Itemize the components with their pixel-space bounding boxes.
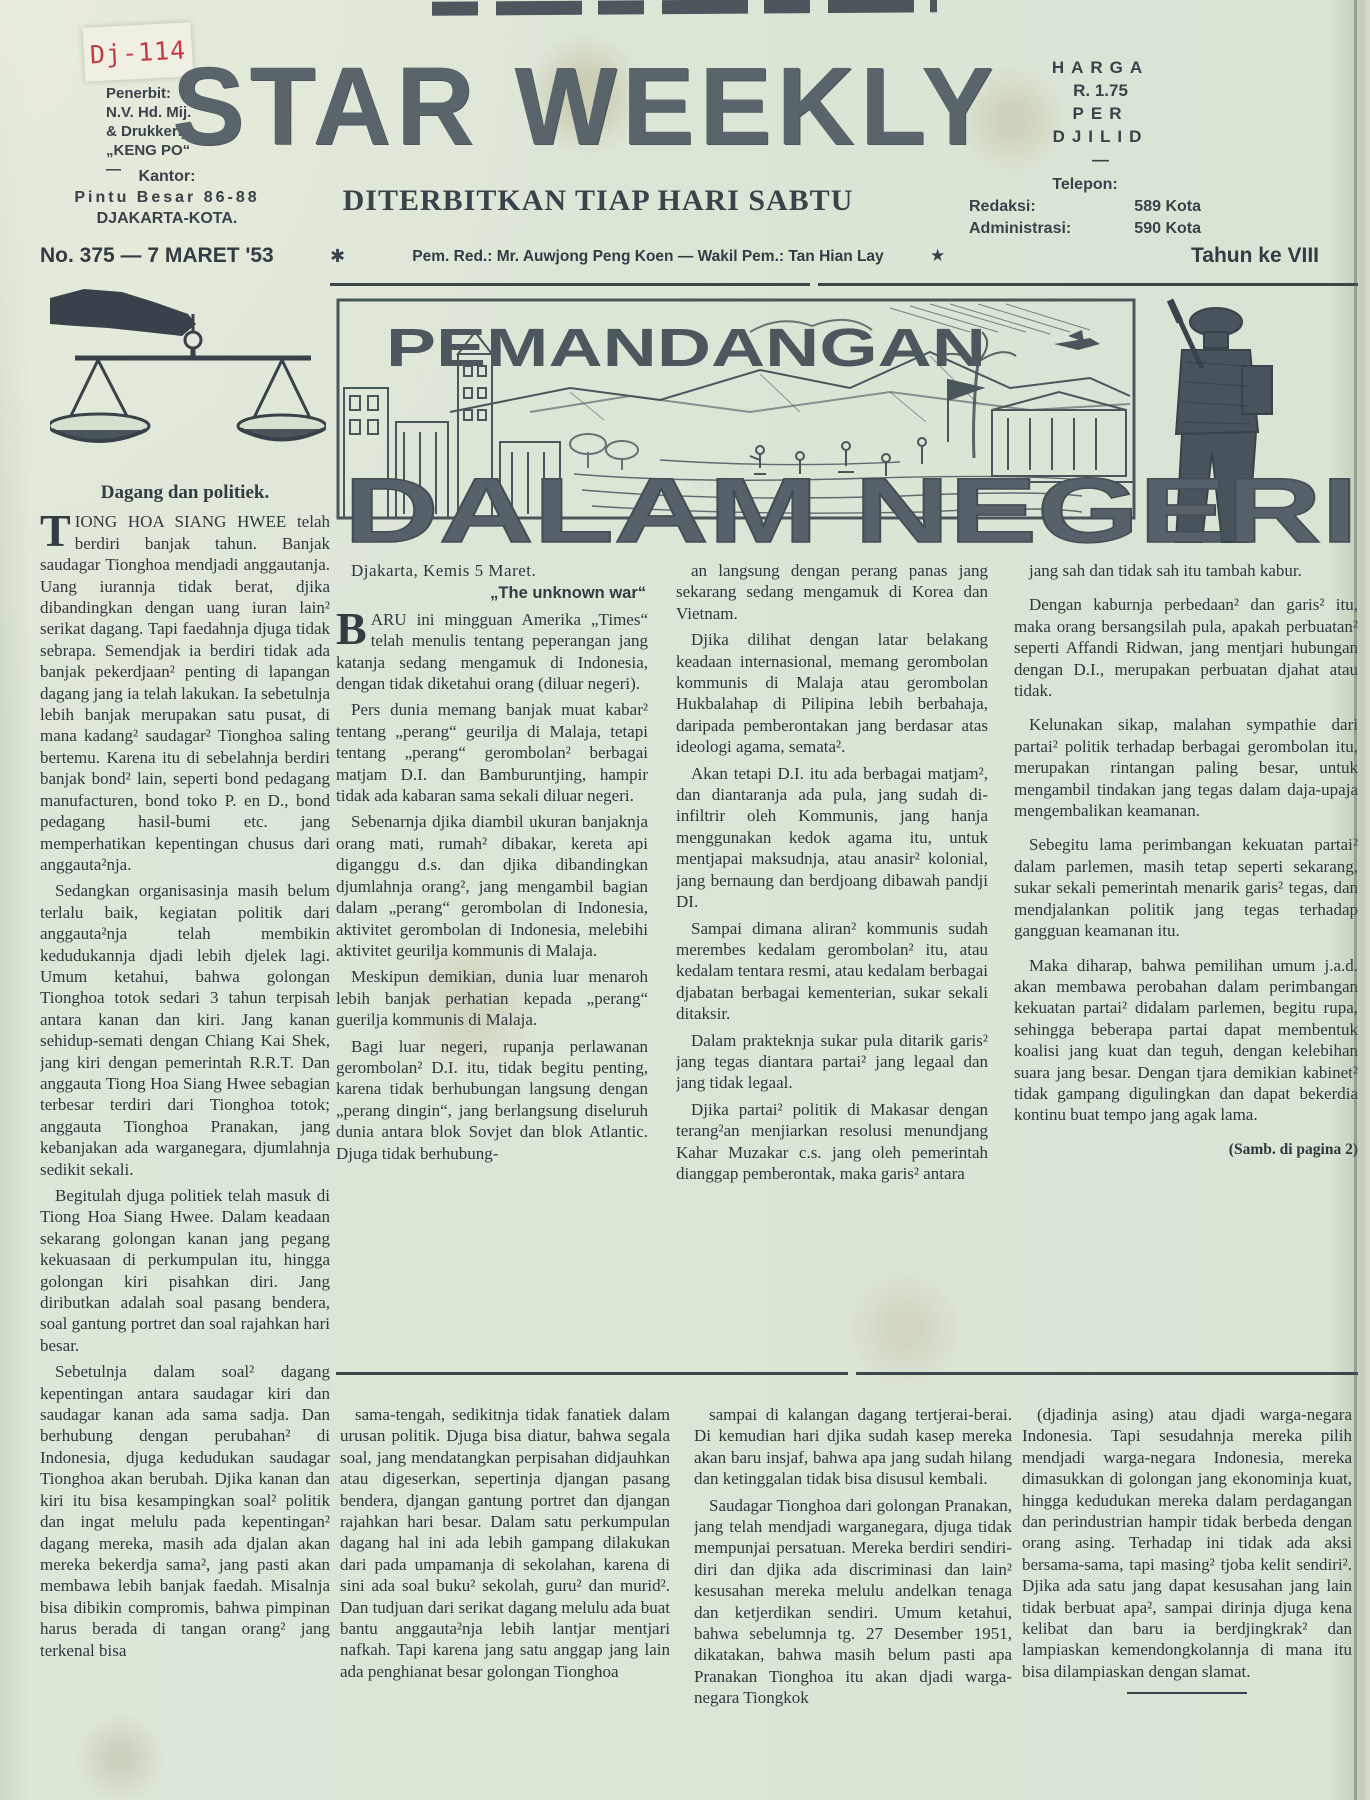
price-line: R. 1.75 bbox=[1073, 81, 1128, 100]
library-stamp-text: Dj-114 bbox=[89, 34, 187, 70]
paragraph: Sedangkan organisasinja masih belum terlalu baik, kegiatan politik dari anggauta²nja telah membikin kedudukannja djadi lebih djelek lagi. Umum ketahui, bahwa golongan Tionghoa totok sedari 3 tahun terpisah antara kanan dan kiri. Jang kanan sehidup-semati dengan Chiang Kai Shek, jang kiri dengan pemerintah R.R.T. Dan anggauta Tiong Hoa Siang Hwee sebagian terbesar terdiri dari Tionghoa totok; anggauta Tionghoa Pranakan, jang kebanjakan ada warganegara, djumlahnja sedikit sekali. bbox=[40, 881, 330, 1179]
paragraph: jang sah dan tidak sah itu tambah kabur. bbox=[1029, 561, 1302, 580]
article-end-rule bbox=[1127, 1692, 1247, 1694]
paragraph bbox=[40, 505, 330, 875]
phone-row-value: 590 Kota bbox=[1134, 220, 1201, 237]
left-article bbox=[40, 482, 330, 1800]
price-dash: — bbox=[1092, 150, 1109, 169]
airplane-icon bbox=[1054, 330, 1100, 350]
phone-row-label: Administrasi: bbox=[969, 220, 1072, 237]
column-3-body bbox=[1014, 560, 1358, 1126]
bottom-column-2 bbox=[694, 1404, 1012, 1796]
paragraph: Bagi luar negeri, rupanja perlawanan gerombolan² D.I. itu, tidak begitu penting, karena tidak berhubungan langsung dengan „perang dingin“, jang berlangsung diseluruh dunia antara blok Sovjet dan blok Atlantic. Djuga tidak berhubung- bbox=[336, 1036, 648, 1163]
paragraph: sama-tengah, sedikitnja tidak fanatiek dalam urusan politik. Djuga bisa diatur, bahwa segala soal, jang mendatangkan perpisahan didjauhkan atau digeserkan, sepertinja djangan pasang bendera, djangan gantung portret dan djangan rajahkan hari besar. Dalam satu perkumpulan dagang hal ini ada lebih gampang dilakukan dari pada umpamanja di sekolahan, karena di sini ada soal buku² sekolah, guru² dan murid². Dan tudjuan dari serikat dagang melulu ada buat bantu anggauta²nja lebih lantjar mentjari nafkah. Tapi karena jang satu anggap jang lain ada penghianat besar golongan Tionghoa bbox=[340, 1405, 670, 1681]
asterisk-star-icon: ✱ bbox=[330, 246, 346, 266]
office-address: Pintu Besar 86-88 bbox=[74, 189, 260, 206]
phone-label: Telepon: bbox=[1052, 176, 1118, 193]
masthead-subtitle: DITERBITKAN TIAP HARI SABTU bbox=[342, 184, 854, 217]
issue-number: No. 375 — 7 MARET '53 bbox=[40, 244, 274, 267]
flag-icon bbox=[948, 380, 982, 442]
paragraph: sampai di kalangan dagang tertjerai-berai. Di kemudian hari djika sudah kasep mereka akan baru insjaf, bahwa apa jang sudah hilang dan ketinggalan tidak bisa disusul kembali. bbox=[694, 1405, 1012, 1489]
scales-illustration bbox=[50, 284, 326, 484]
page-edge-shadow bbox=[1354, 0, 1357, 1800]
paragraph: Djika partai² politik di Makasar dengan terang²an menjiarkan resolusi menundjang Kahar Muzakar c.s. jang oleh pemerintah dianggap pemberontak, maka garis² antara bbox=[676, 1099, 988, 1183]
office-block bbox=[42, 166, 292, 229]
paragraph: Sebenarnja djika diambil ukuran banjaknja orang mati, rumah² dibakar, kereta api diganggu d.s. dan djika dibandingkan djumlahnja orang², jang mengambil bagian dalam „perang“ gerombolan di Indonesia, aktivitet gerombolan di Indonesia, melebihi aktivitet geurilja kommunis di Malaja. bbox=[336, 812, 648, 960]
top-edge-print-artifact bbox=[432, 0, 937, 16]
hand-icon bbox=[50, 289, 196, 336]
left-article-body bbox=[40, 880, 330, 1661]
price-line: DJILID bbox=[1052, 127, 1149, 146]
column-1-body bbox=[336, 699, 648, 1164]
phone-row bbox=[965, 218, 1205, 240]
paragraph: Maka diharap, bahwa pemilihan umum j.a.d. akan membawa perobahan dalam perimbangan kekuatan partai² didalam parlemen, begitu rupa, sehingga beberapa partai dapat membentuk koalisi jang kuat dan teguh, dengan kelebihan suara jang besar. Dengan tjara demikian kabinet² tidak gampang digulingkan dan dapat bekerdia kontinu buat tempo jang agak lama. bbox=[1014, 955, 1358, 1125]
header-rule-right bbox=[818, 283, 1358, 286]
editors-line: Pem. Red.: Mr. Auwjong Peng Koen — Wakil Pem.: Tan Hian Lay bbox=[412, 248, 884, 265]
paragraph: Begitulah djuga politiek telah masuk di Tiong Hoa Siang Hwee. Dalam keadaan sekarang golongan kanan jang pegang kekuasaan di perkumpulan itu, hingga golongan kiri pisahkan diri. Jang diributkan adalah soal pasang bendera, soal gantung portret dan soal rajahkan hari besar. bbox=[40, 1186, 330, 1355]
dropcap-initial: B bbox=[336, 602, 367, 654]
left-article-heading: Dagang dan politiek. bbox=[100, 482, 270, 503]
bottom-column-1 bbox=[340, 1404, 670, 1796]
paragraph: Saudagar Tionghoa dari golongan Pranakan, jang telah mendjadi warganegara, djuga tidak mempunjai persatuan. Mereka berdiri sendiri-diri dan djika ada discriminasi dan lain² kesusahan mereka melulu andelkan tenaga dan ketjerdikan sendiri. Umum ketahui, bahwa sebelumnja tg. 27 Desember 1951, dikatakan, bahwa masih belum pasti apa Pranakan Tionghoa itu akan djadi warga-negara Tiongkok bbox=[694, 1495, 1012, 1708]
paragraph bbox=[336, 602, 648, 695]
bottom-column-3-body bbox=[1022, 1404, 1352, 1682]
header-rule-left bbox=[330, 283, 810, 286]
dateline-row bbox=[0, 244, 1370, 274]
paragraph: Akan tetapi D.I. itu ada berbagai matjam², dan diantaranja ada pula, jang sudah di-infiltrir oleh Kommunis, jang hanja menggunakan kedok agama itu, untuk mentjapai maksudnja, atau anasir² kolonial, jang bernaung dan berdjoang dibawah pandji DI. bbox=[676, 763, 988, 912]
paragraph: an langsung dengan perang panas jang sekarang sedang mengamuk di Korea dan Vietnam. bbox=[676, 561, 988, 623]
dateline-byline: Djakarta, Kemis 5 Maret. bbox=[351, 561, 537, 580]
phone-block bbox=[965, 174, 1205, 240]
banner-kicker: PEMANDANGAN bbox=[386, 318, 986, 378]
paragraph-text: ARU ini mingguan Amerika „Times“ telah menulis tentang peperangan jang katanja sedang mengamuk di Indonesia, dengan tidak diketahui orang (diluar negeri). bbox=[336, 609, 648, 694]
continuation-note: (Samb. di pagina 2) bbox=[1228, 1140, 1358, 1158]
office-label: Kantor: bbox=[138, 168, 196, 185]
paragraph: Dengan kaburnja perbedaan² dan garis² itu, maka orang bersangsilah pula, apakah perbuatan² seperti Affandi Ridwan, jang mentjari hubungan dengan D.I., merupakan perbuatan djahat atau tidak. bbox=[1014, 595, 1358, 701]
volume-year: Tahun ke VIII bbox=[1191, 244, 1319, 267]
main-article-column-2 bbox=[676, 560, 988, 1372]
publisher-line: & Drukkerij bbox=[106, 123, 187, 140]
paragraph: Meskipun demikian, dunia luar menaroh lebih banjak perhatian kepada „perang“ guerilja kommunis di Malaja. bbox=[336, 967, 648, 1030]
banner-illustration bbox=[330, 292, 1370, 554]
paragraph: Sebegitu lama perimbangan kekuatan partai² dalam parlemen, masih tetap seperti sekarang, sukar sekali pemerintah menarik garis² tegas, dan mendjalankan politik jang tegas terhadap gangguan keamanan itu. bbox=[1014, 835, 1358, 941]
paragraph: (djadinja asing) atau djadi warga-negara Indonesia. Tapi sesudahnja mereka pilih mendjadi warga-negara Indonesia, mereka dimasukkan di golongan jang ekonominja kuat, hingga kedudukan mereka dalam perdagangan dan perindustrian hampir tidak berbeda dengan orang asing. Terhadap ini tidak ada aksi bersama-sama, tapi masing² tjoba kelit sendiri². Djika ada satu jang dapat kesusahan jang lain tidak berbuat apa², sampai dirinja djuga kena kelibat dan baru ia berdjingkrak² dan lampiaskan kemendongkolannja di mana itu bisa dilampiaskan dengan slamat. bbox=[1022, 1405, 1352, 1681]
phone-row-value: 589 Kota bbox=[1134, 198, 1201, 215]
banner-title: DALAM NEGERI bbox=[344, 460, 1358, 554]
main-article-column-1 bbox=[336, 560, 648, 1372]
bottom-column-2-body bbox=[694, 1404, 1012, 1709]
paragraph: Kelunakan sikap, malahan sympathie dari partai² politik terhadap berbagai gerombolan itu, merupakan rintangan paling besar, untuk mengambil tindakan jang tegas dalam daja-upaja mengembalikan keamanan. bbox=[1014, 715, 1358, 821]
publisher-line: N.V. Hd. Mij. bbox=[106, 104, 192, 121]
publisher-label: Penerbit: bbox=[106, 85, 172, 102]
newspaper-title: STAR WEEKLY bbox=[171, 44, 999, 168]
column-2-body bbox=[676, 560, 988, 1184]
bottom-column-3 bbox=[1022, 1404, 1352, 1796]
paragraph: Dalam prakteknja sukar pula ditarik garis² jang tegas diantara partai² jang legaal dan jang tidak legaal. bbox=[676, 1030, 988, 1093]
paragraph: Djika dilihat dengan latar belakang keadaan internasional, memang gerombolan kommunis di Malaja atau gerombolan Hukbalahap di Pilipina lebih berbahaja, daripada pemberontakan jang berdasar atas ideologi agama, semata². bbox=[676, 630, 988, 757]
price-block bbox=[1018, 56, 1183, 171]
article-subhead: „The unknown war“ bbox=[490, 584, 646, 603]
dropcap-initial: T bbox=[40, 505, 71, 557]
phone-row-label: Redaksi: bbox=[969, 198, 1036, 215]
paragraph: Sampai dimana aliran² kommunis sudah merembes kedalam gerombolan² itu, atau kedalam tentara resmi, atau kedalam berbagai djabatan berbagai kementerian, sukar sekali ditaksir. bbox=[676, 918, 988, 1024]
paragraph: Pers dunia memang banjak muat kabar² tentang „perang“ geurilja di Malaja, tetapi tentang „perang“ gerombolan² berbagai matjam D.I. dan Bamburuntjing, hampir tidak ada kabaran sama sekali diluar negeri. bbox=[336, 700, 648, 806]
main-article-column-3 bbox=[1014, 560, 1358, 1372]
masthead bbox=[171, 42, 999, 172]
paragraph-text: IONG HOA SIANG HWEE telah berdiri banjak tahun. Banjak saudagar Tionghoa mendjadi anggautanja. Uang iurannja tidak berat, djika dibandingkan dengan uang iuran lain² serikat dagang. Tapi faedahnja djuga tidak sebrapa. Semendjak ia berdiri tidak ada banjak pekerdjaan² penting di lapangan dagang jang ia telah lakukan. Ia sebetulnja lebih banjak merupakan satu pusat, di mana kadang² saudagar² Tionghoa saling bertemu. Karena itu di sebelahnja berdiri banjak bond² lain, seperti bond pedagang manufacturen, bond toko P. en D., bond pedagang hasil-bumi etc. jang memperhatikan kepentingan chusus dari anggauta²nja. bbox=[40, 512, 330, 874]
paragraph: Sebetulnja dalam soal² dagang kepentingan antara saudagar kiri dan saudagar kanan ada sama sadja. Dan berhubung dengan perubahan² di Indonesia, djuga kedudukan saudagar Tionghoa akan berubah. Djika kanan dan kiri itu bisa kesampingkan soal² politik dan ingat melulu pada kepentingan² dagang mereka, masih ada djalan akan mereka bekerdja sama², jang pasti akan membawa lebih banjak faedah. Misalnja bisa dibikin compromis, bahwa pimpinan harus berada di tangan orang² jang terkenal bisa bbox=[40, 1362, 330, 1660]
price-line: PER bbox=[1072, 104, 1129, 123]
section-rule-right bbox=[856, 1372, 1358, 1375]
publisher-line: „KENG PO“ bbox=[106, 142, 191, 159]
solid-star-icon: ★ bbox=[930, 246, 946, 265]
phone-row bbox=[965, 196, 1205, 218]
publisher-line: — bbox=[106, 161, 121, 178]
office-city: DJAKARTA-KOTA. bbox=[96, 210, 238, 227]
price-line: HARGA bbox=[1051, 58, 1150, 77]
bottom-column-1-body bbox=[340, 1404, 670, 1682]
section-rule-left bbox=[336, 1372, 848, 1375]
